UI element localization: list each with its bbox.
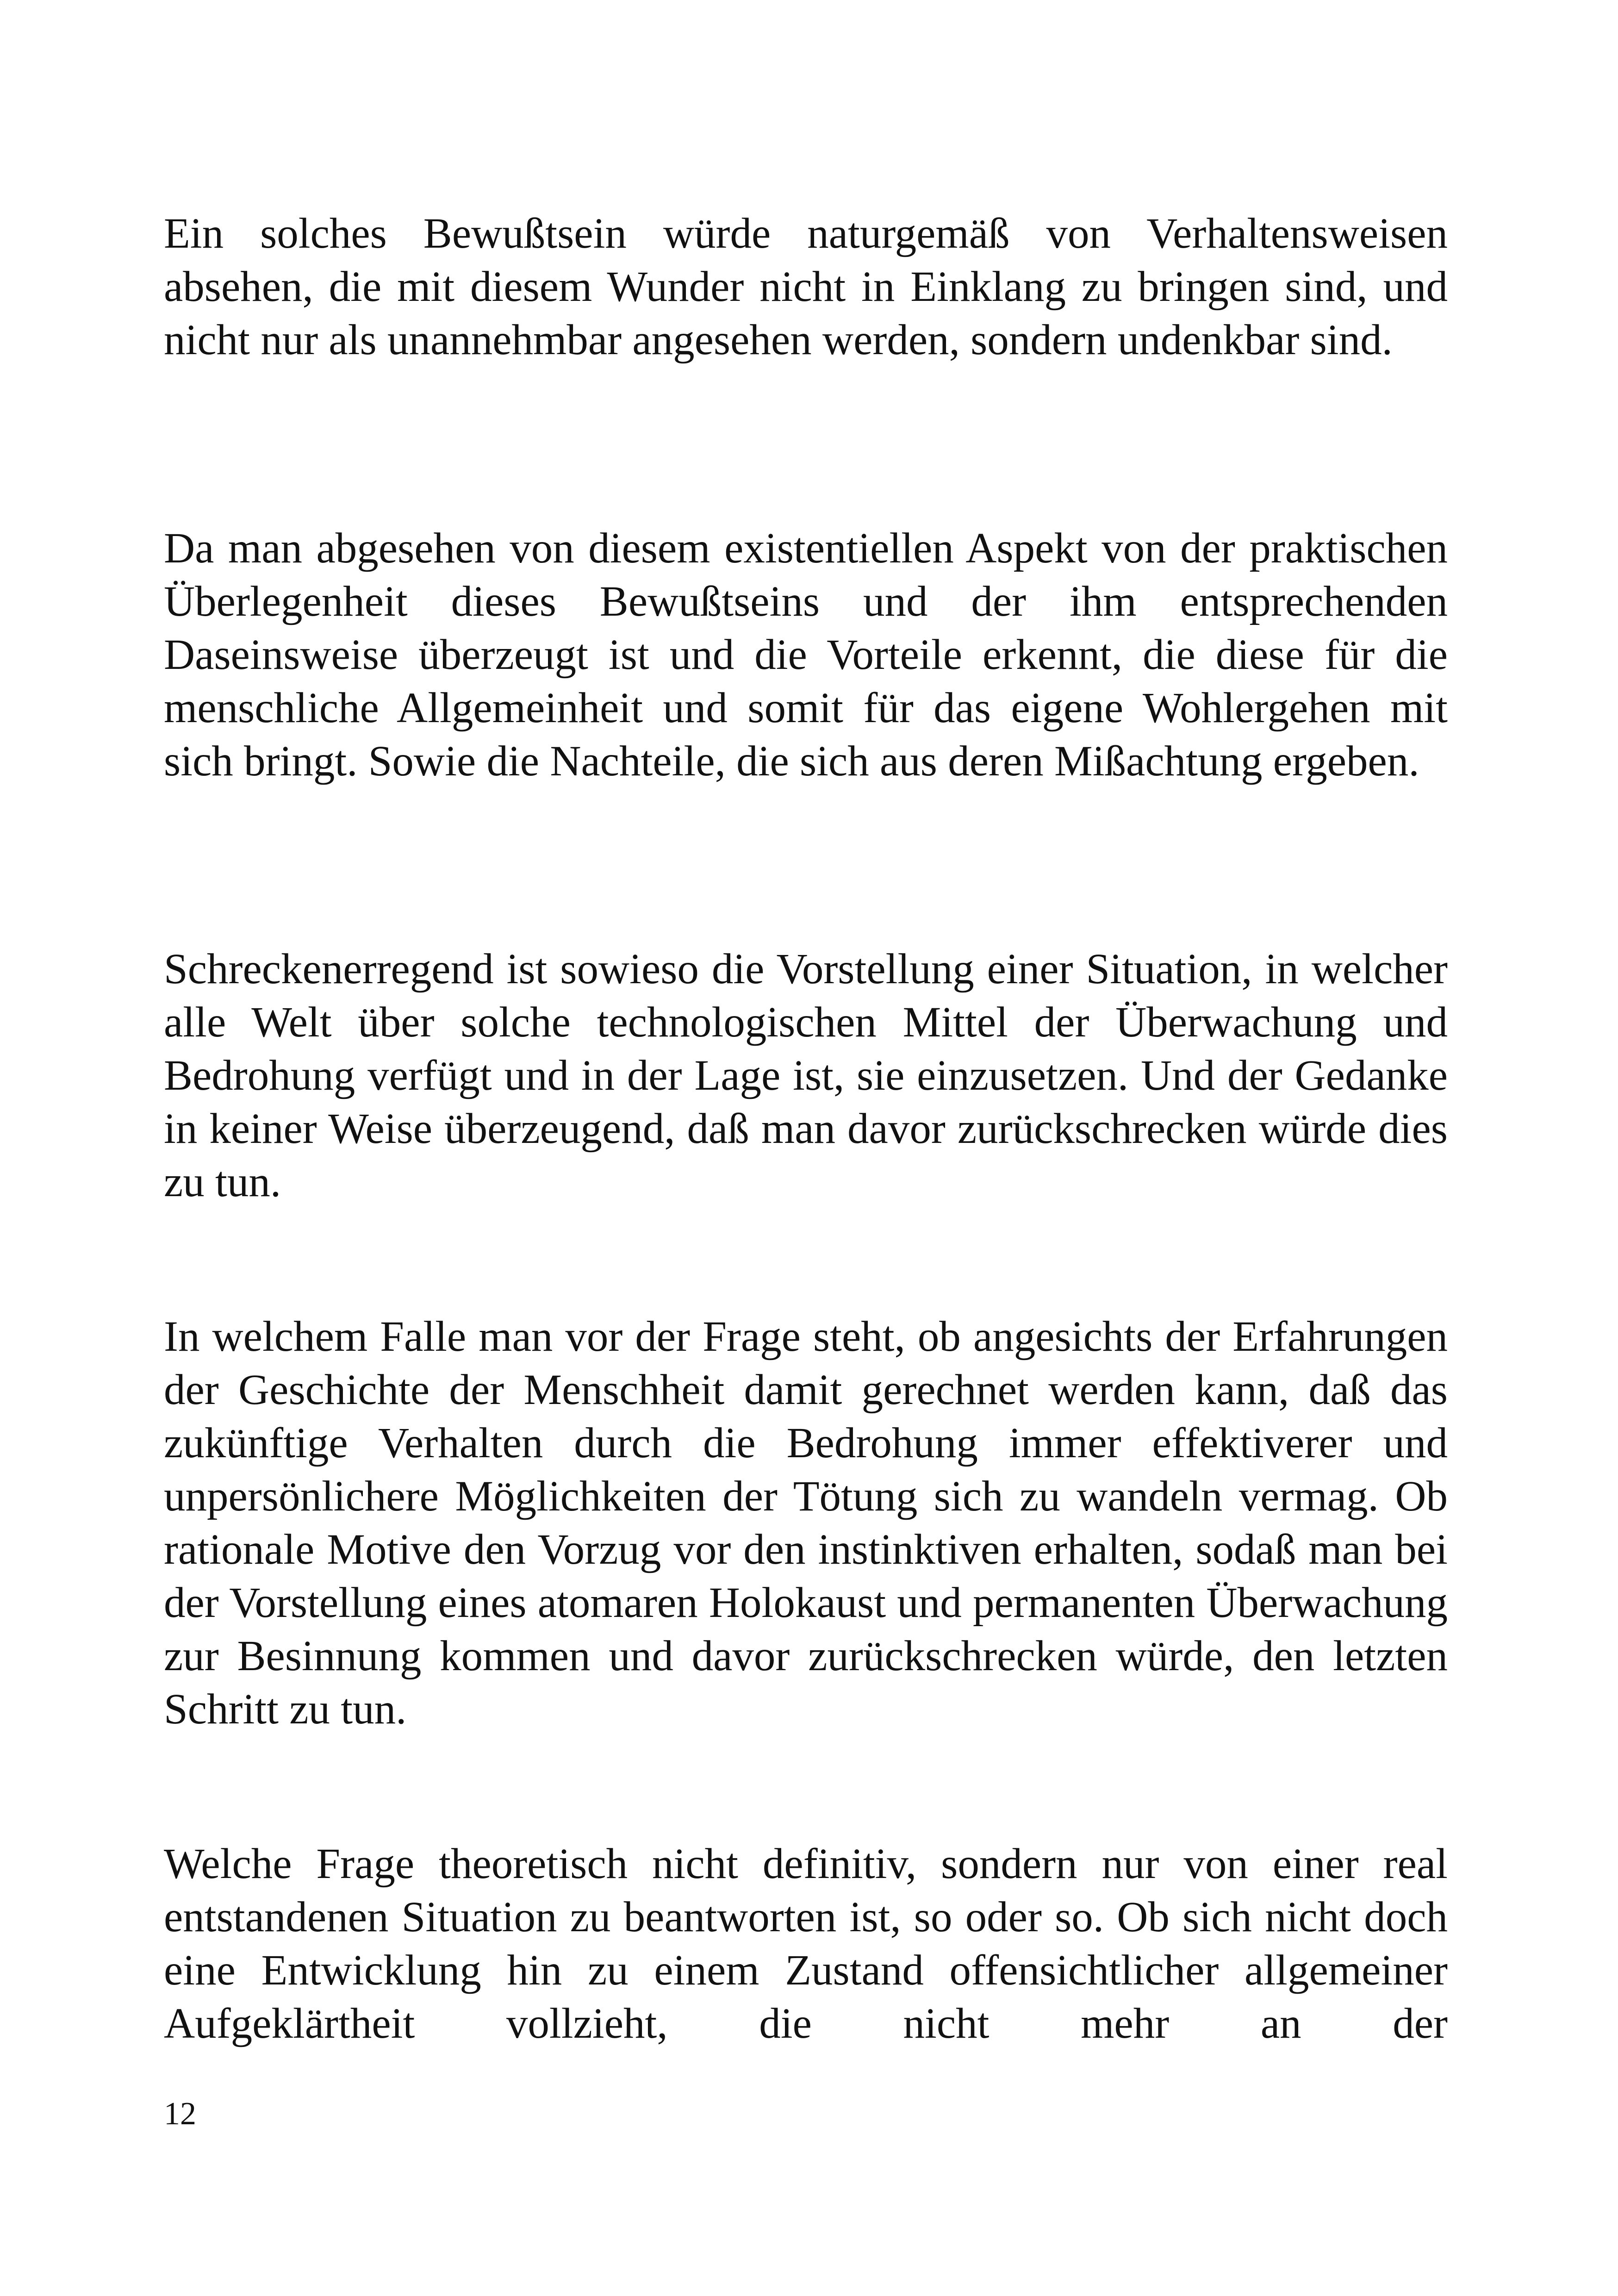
page-number: 12 — [164, 2096, 196, 2132]
paragraph-1: Ein solches Bewußtsein würde naturgemäß von Verhaltensweisen absehen, die mit diesem Wunder nicht in Einklang zu bringen sind, und nicht nur als unannehmbar angesehen werden, sondern undenkbar sind. — [164, 210, 1448, 364]
paragraph-5: Welche Frage theoretisch nicht definitiv, sondern nur von einer real entstandenen Situation zu beantworten ist, so oder so. Ob sich nicht doch eine Entwicklung hin zu einem Zustand offensichtlicher allgemeiner Aufgeklärtheit vollzieht, die nicht mehr an der — [164, 1840, 1448, 2047]
paragraph-3: Schreckenerregend ist sowieso die Vorstellung einer Situation, in welcher alle Welt über solche technologischen Mittel der Überwachung und Bedrohung verfügt und in der Lage ist, sie einzusetzen. Und der Gedanke in keiner Weise überzeugend, daß man davor zurückschrecken würde dies zu tun. — [164, 945, 1448, 1206]
paragraph-2: Da man abgesehen von diesem existentiellen Aspekt von der praktischen Überlegenheit dieses Bewußtseins und der ihm entsprechenden Daseinsweise überzeugt ist und die Vorteile erkennt, die diese für die menschliche Allgemeinheit und somit für das eigene Wohlergehen mit sich bringt. Sowie die Nachteile, die sich aus deren Mißachtung ergeben. — [164, 524, 1448, 785]
paragraph-4: In welchem Falle man vor der Frage steht, ob angesichts der Erfahrungen der Geschichte der Menschheit damit gerechnet werden kann, daß das zukünftige Verhalten durch die Bedrohung immer effektiverer und unpersönlichere Möglichkeiten der Tötung sich zu wandeln vermag. Ob rationale Motive den Vorzug vor den instinktiven erhalten, sodaß man bei der Vorstellung eines atomaren Holokaust und permanenten Überwachung zur Besinnung kommen und davor zurückschrecken würde, den letzten Schritt zu tun. — [164, 1313, 1448, 1733]
